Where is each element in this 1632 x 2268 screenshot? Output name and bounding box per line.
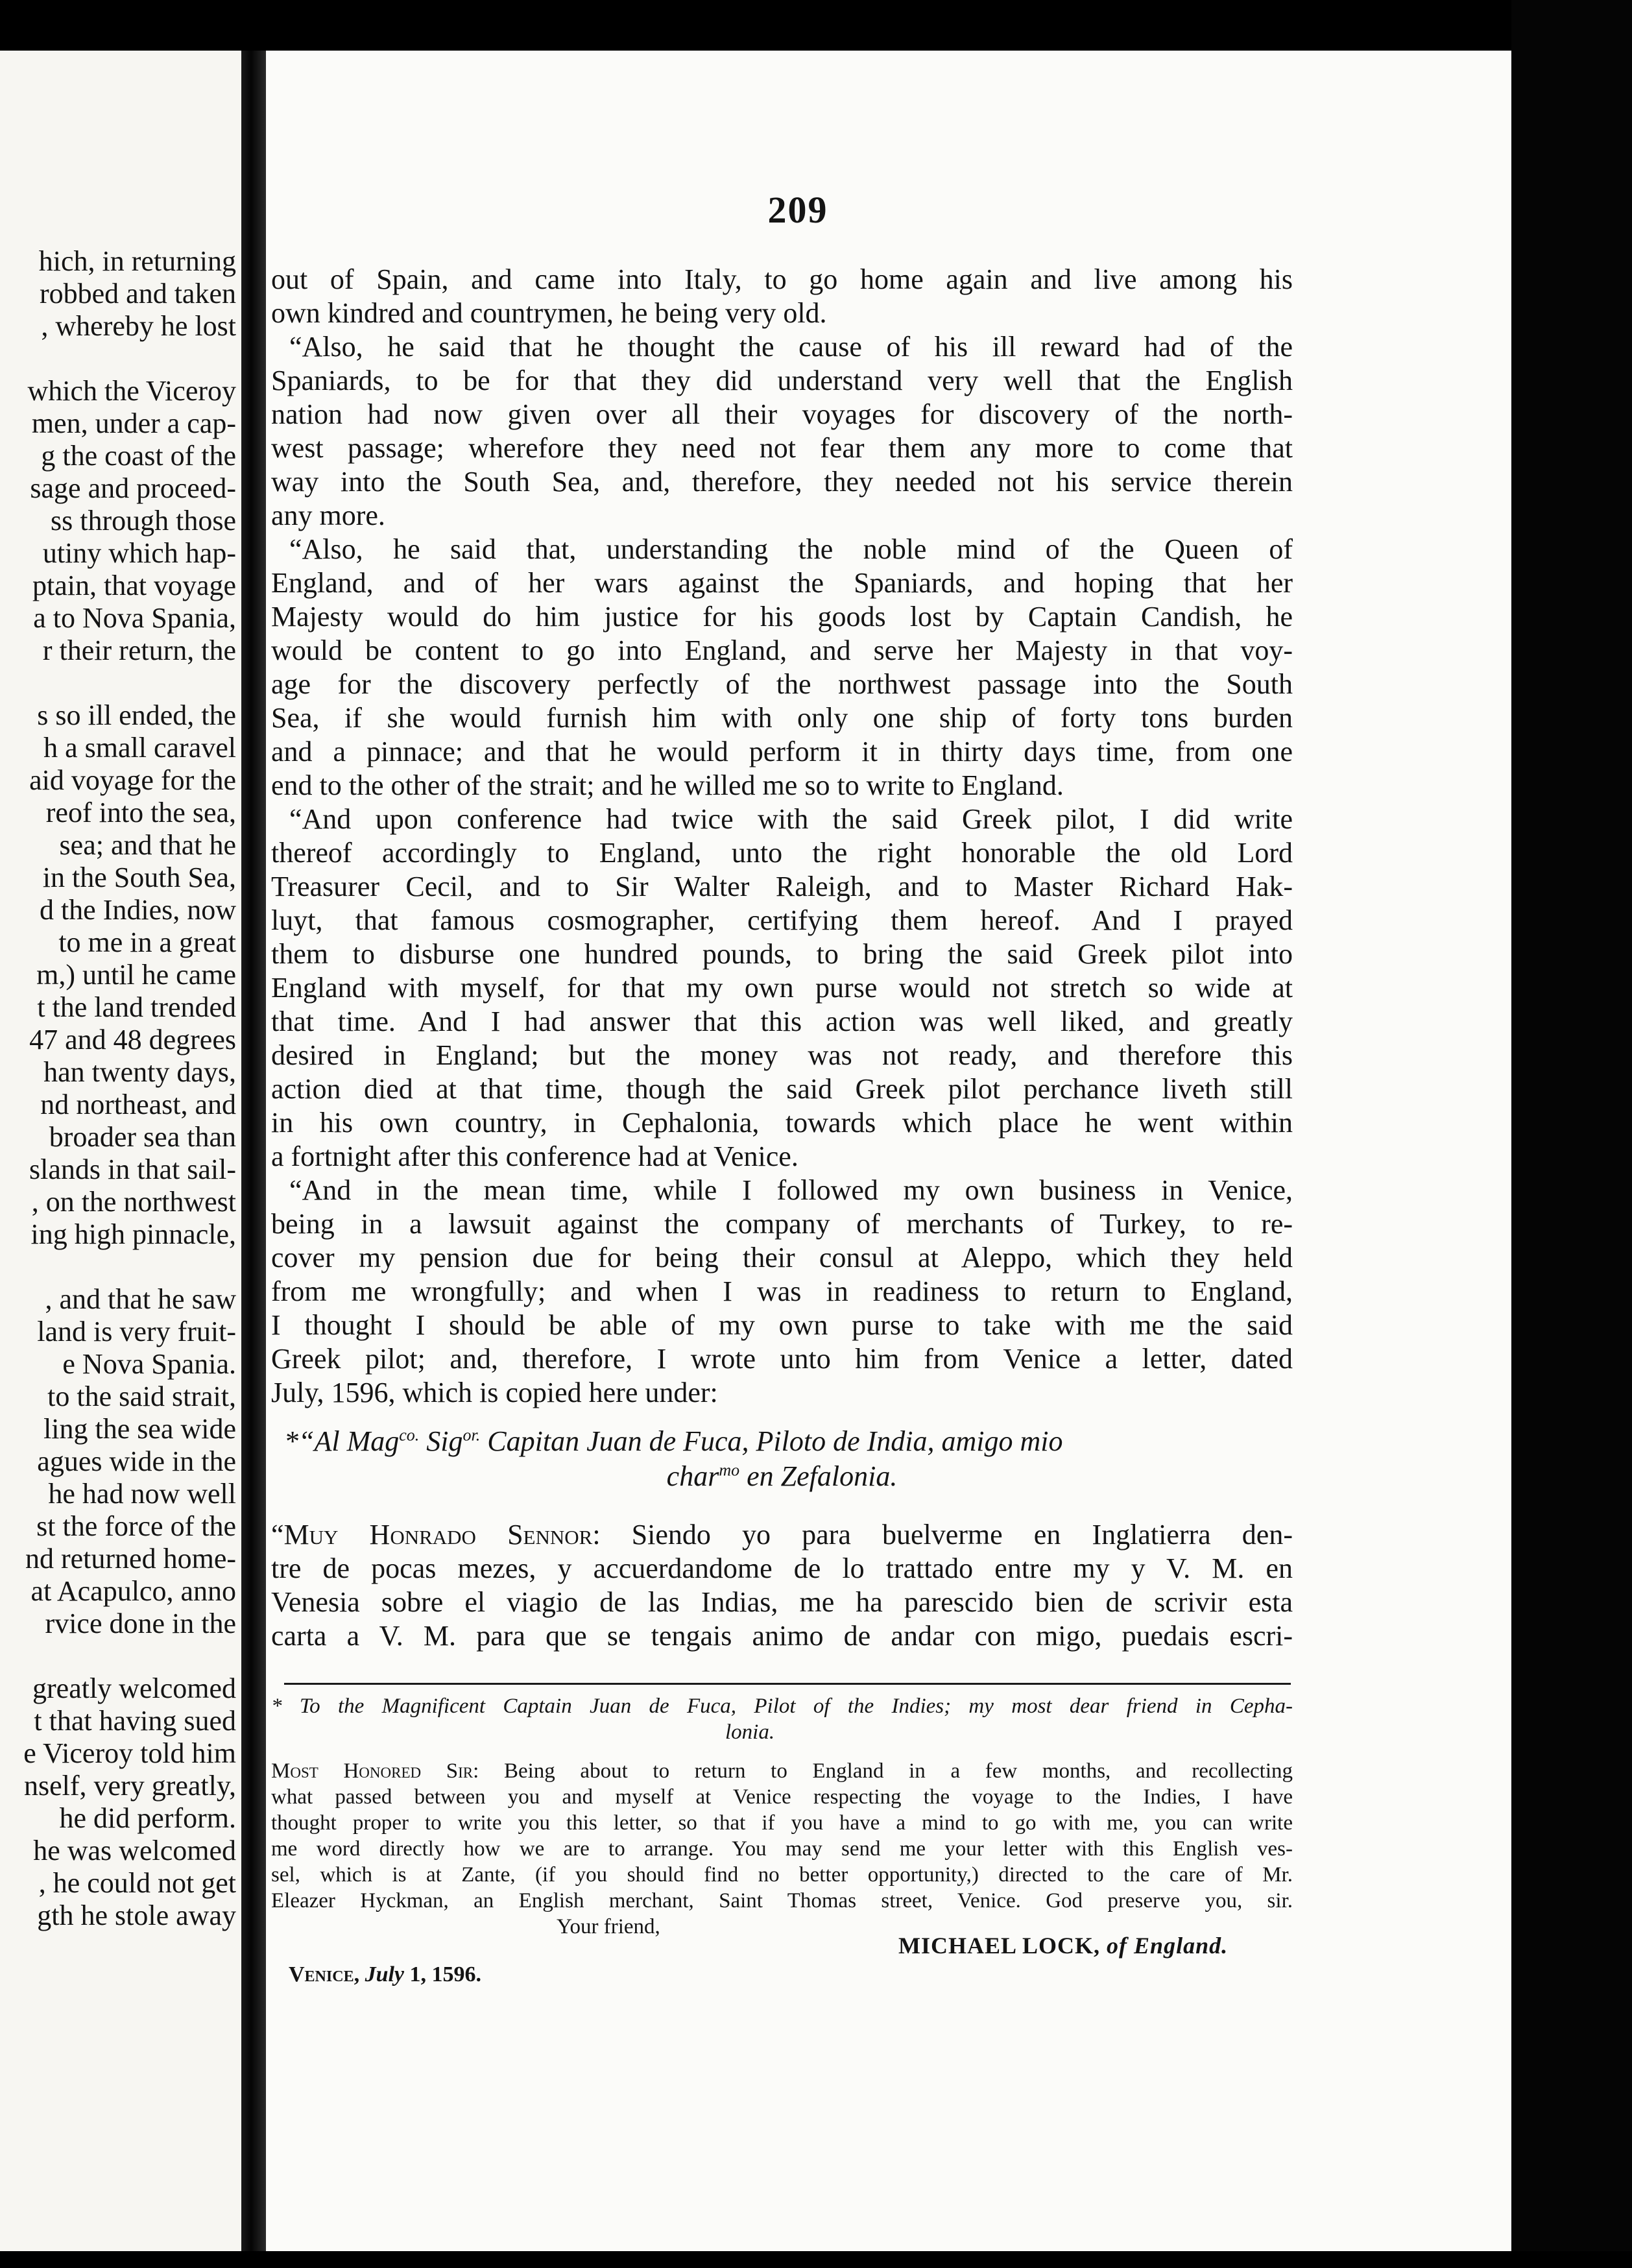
body-text-line: Spaniards, to be for that they did understand very well that the English: [271, 365, 1293, 396]
body-text-line: west passage; wherefore they need not fear them any more to come that: [271, 432, 1293, 464]
footnote-signer: MICHAEL LOCK, of England.: [898, 1933, 1229, 1959]
footnote-rule: [284, 1683, 1291, 1685]
left-page-line: d the Indies, now: [39, 894, 236, 926]
letter-body-line: Venesia sobre el viagio de las Indias, me ha parescido bien de scrivir esta: [271, 1586, 1293, 1618]
left-page-line: agues wide in the: [37, 1445, 236, 1477]
body-text-line: a fortnight after this conference had at Venice.: [271, 1140, 798, 1172]
left-page-line: ling the sea wide: [43, 1413, 236, 1445]
left-page-line: land is very fruit-: [37, 1316, 236, 1347]
body-text-line: age for the discovery perfectly of the northwest passage into the South: [271, 668, 1293, 700]
left-page-line: ing high pinnacle,: [30, 1218, 236, 1250]
left-page-line: which the Viceroy: [27, 375, 236, 407]
letter-body-line: “Muy Honrado Sennor: Siendo yo para buelverme en Inglatierra den-: [271, 1519, 1293, 1550]
left-page-line: a to Nova Spania,: [33, 602, 236, 634]
body-text-line: out of Spain, and came into Italy, to go home again and live among his: [271, 263, 1293, 295]
page-number: 209: [767, 189, 828, 231]
body-text-line: any more.: [271, 500, 385, 531]
body-text-line: “And in the mean time, while I followed my own business in Venice,: [289, 1174, 1293, 1206]
left-page-line: , and that he saw: [45, 1283, 236, 1315]
left-page-line: greatly welcomed: [32, 1672, 236, 1704]
body-text-line: “And upon conference had twice with the said Greek pilot, I did write: [289, 803, 1293, 835]
body-text-line: Sea, if she would furnish him with only one ship of forty tons burden: [271, 702, 1293, 734]
left-page-line: nd northeast, and: [40, 1089, 236, 1120]
body-text-line: July, 1596, which is copied here under:: [271, 1377, 718, 1408]
footnote-line: sel, which is at Zante, (if you should find no better opportunity,) directed to the care of Mr.: [271, 1863, 1293, 1887]
body-text-line: England, and of her wars against the Spaniards, and hoping that her: [271, 567, 1293, 599]
footnote-signoff: Your friend,: [557, 1915, 660, 1938]
book-gutter: [241, 51, 266, 2251]
footnote-line: Most Honored Sir: Being about to return to England in a few months, and recollecting: [271, 1759, 1293, 1783]
body-text-line: from me wrongfully; and when I was in readiness to return to England,: [271, 1275, 1293, 1307]
left-page-line: e Viceroy told him: [23, 1737, 236, 1769]
footnote-line: what passed between you and myself at Venice respecting the voyage to the Indies, I have: [271, 1785, 1293, 1809]
body-text-line: way into the South Sea, and, therefore, they needed not his service therein: [271, 466, 1293, 498]
left-page-line: t that having sued: [34, 1705, 236, 1737]
left-page-line: slands in that sail-: [29, 1153, 236, 1185]
body-text-line: “Also, he said that, understanding the noble mind of the Queen of: [289, 533, 1293, 565]
letter-body-line: tre de pocas mezes, y accuerdandome de lo trattado entre my y V. M. en: [271, 1552, 1293, 1584]
body-text-line: “Also, he said that he thought the cause of his ill reward had of the: [289, 331, 1293, 363]
letter-body: [271, 1518, 1293, 1653]
body-text-line: England with myself, for that my own purse would not stretch so wide at: [271, 972, 1293, 1004]
body-text-line: in his own country, in Cephalonia, towards which place he went within: [271, 1107, 1293, 1139]
left-page-line: han twenty days,: [43, 1056, 236, 1088]
left-page-line: s so ill ended, the: [37, 699, 236, 731]
left-page-line: he was welcomed: [33, 1835, 236, 1866]
footnote-line: Eleazer Hyckman, an English merchant, Saint Thomas street, Venice. God preserve you, sir.: [271, 1889, 1293, 1912]
body-text-line: own kindred and countrymen, he being very old.: [271, 297, 827, 329]
body-text-line: luyt, that famous cosmographer, certifying them hereof. And I prayed: [271, 904, 1293, 936]
left-page-line: sage and proceed-: [30, 472, 236, 504]
body-text-line: Majesty would do him justice for his goods lost by Captain Candish, he: [271, 601, 1293, 633]
left-page-line: aid voyage for the: [29, 764, 236, 796]
letter-address-line-2: char$^{mo}$ en Zefalonia.: [666, 1460, 898, 1492]
body-text-line: would be content to go into England, and serve her Majesty in that voy-: [271, 634, 1293, 666]
left-page-line: h a small caravel: [43, 732, 236, 764]
letter-address: [271, 1424, 1293, 1494]
footnote-line: lonia.: [725, 1720, 775, 1744]
left-page-line: t the land trended: [37, 991, 236, 1023]
letter-address-line-1: *“Al Mag$^{co.}$ Sig$^{or.}$ Capitan Juan de Fuca, Piloto de India, amigo mio: [284, 1425, 1063, 1457]
left-page-line: gth he stole away: [37, 1900, 236, 1931]
left-page-line: [0, 1251, 236, 1283]
left-page-line: in the South Sea,: [42, 862, 236, 893]
left-page-line: m,) until he came: [36, 959, 236, 991]
footnote-line: * To the Magnificent Captain Juan de Fuca, Pilot of the Indies; my most dear friend in Cepha-: [271, 1695, 1293, 1718]
body-text-line: Treasurer Cecil, and to Sir Walter Raleigh, and to Master Richard Hak-: [271, 871, 1293, 902]
body-text-line: nation had now given over all their voyages for discovery of the north-: [271, 398, 1293, 430]
left-page-text: [0, 245, 236, 1932]
scan-border-right: [1511, 0, 1632, 2268]
left-page-line: sea; and that he: [59, 829, 236, 861]
left-page-fragment: [0, 51, 241, 2251]
footnote-line: thought proper to write you this letter, so that if you have a mind to go with me, you can write: [271, 1811, 1293, 1835]
body-text-line: cover my pension due for being their consul at Aleppo, which they held: [271, 1242, 1293, 1273]
left-page-line: at Acapulco, anno: [30, 1575, 236, 1607]
left-page-line: to the said strait,: [47, 1381, 236, 1412]
footnote-salutation: Most Honored Sir:: [271, 1759, 479, 1783]
left-page-line: g the coast of the: [41, 440, 236, 472]
left-page-line: nself, very greatly,: [23, 1770, 236, 1802]
left-page-line: st the force of the: [36, 1510, 236, 1542]
left-page-line: e Nova Spania.: [62, 1348, 236, 1380]
body-text-line: I thought I should be able of my own purse to take with me the said: [271, 1309, 1293, 1341]
left-page-line: ptain, that voyage: [32, 570, 236, 601]
left-page-line: , on the northwest: [31, 1186, 236, 1218]
body-text-line: Greek pilot; and, therefore, I wrote unto him from Venice a letter, dated: [271, 1343, 1293, 1375]
left-page-line: , he could not get: [38, 1867, 236, 1899]
body-text-line: action died at that time, though the said Greek pilot perchance liveth still: [271, 1073, 1293, 1105]
left-page-line: [0, 343, 236, 375]
left-page-line: [0, 1640, 236, 1672]
left-page-line: r their return, the: [42, 634, 236, 666]
scan-border-bottom: [0, 2251, 1632, 2268]
main-body-text: [271, 263, 1293, 1410]
letter-salutation: “Muy Honrado Sennor:: [271, 1519, 601, 1550]
left-page-line: broader sea than: [49, 1121, 236, 1153]
left-page-line: hich, in returning: [38, 245, 236, 277]
footnote-line: me word directly how we are to arrange. You may send me your letter with this English ves-: [271, 1837, 1293, 1861]
left-page-line: to me in a great: [58, 926, 236, 958]
body-text-line: and a pinnace; and that he would perform it in thirty days time, from one: [271, 736, 1293, 767]
left-page-line: [0, 667, 236, 699]
body-text-line: thereof accordingly to England, unto the right honorable the old Lord: [271, 837, 1293, 869]
letter-body-line: carta a V. M. para que se tengais animo de andar con migo, puedais escri-: [271, 1620, 1293, 1652]
body-text-line: being in a lawsuit against the company of merchants of Turkey, to re-: [271, 1208, 1293, 1240]
left-page-line: rvice done in the: [45, 1608, 236, 1639]
left-page-line: he did perform.: [59, 1802, 236, 1834]
left-page-line: robbed and taken: [40, 278, 236, 309]
left-page-line: nd returned home-: [25, 1543, 236, 1574]
left-page-line: 47 and 48 degrees: [29, 1024, 236, 1056]
footnote: [271, 1693, 1293, 1940]
scan-border-top: [0, 0, 1632, 52]
left-page-line: he had now well: [48, 1478, 236, 1510]
left-page-line: ss through those: [51, 505, 236, 537]
body-text-line: end to the other of the strait; and he willed me so to write to England.: [271, 769, 1064, 801]
body-text-line: them to disburse one hundred pounds, to bring the said Greek pilot into: [271, 938, 1293, 970]
footnote-dateline: Venice, July 1, 1596.: [289, 1962, 482, 1986]
body-text-line: desired in England; but the money was not ready, and therefore this: [271, 1039, 1293, 1071]
body-text-line: that time. And I had answer that this action was well liked, and greatly: [271, 1006, 1293, 1037]
left-page-line: utiny which hap-: [42, 537, 236, 569]
left-page-line: reof into the sea,: [45, 797, 236, 828]
left-page-line: , whereby he lost: [41, 310, 236, 342]
left-page-line: men, under a cap-: [31, 407, 236, 439]
